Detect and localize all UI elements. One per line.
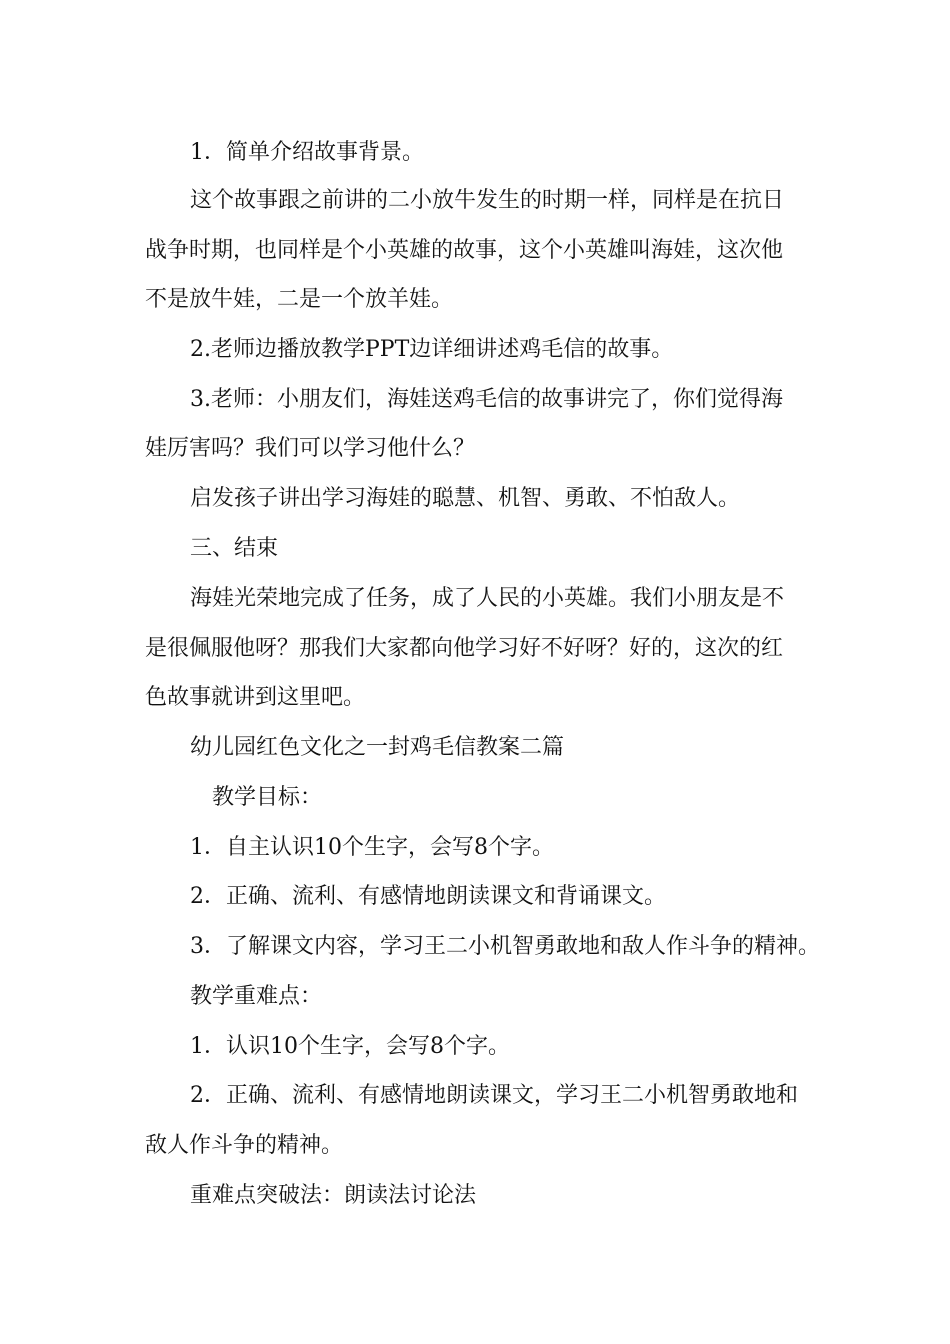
text-line-17: 3．了解课文内容，学习王二小机智勇敢地和敌人作斗争的精神。 xyxy=(190,934,820,959)
text-line-10: 海娃光荣地完成了任务，成了人民的小英雄。我们小朋友是不 xyxy=(190,586,785,611)
text-line-6: 3.老师：小朋友们，海娃送鸡毛信的故事讲完了，你们觉得海 xyxy=(190,387,783,412)
text-line-11: 是很佩服他呀？那我们大家都向他学习好不好呀？好的，这次的红 xyxy=(145,636,784,661)
text-line-8: 启发孩子讲出学习海娃的聪慧、机智、勇敢、不怕敌人。 xyxy=(190,486,741,511)
text-line-12: 色故事就讲到这里吧。 xyxy=(145,685,366,710)
text-line-14: 教学目标： xyxy=(212,785,323,810)
text-line-16: 2．正确、流利、有感情地朗读课文和背诵课文。 xyxy=(190,884,666,909)
text-line-2: 这个故事跟之前讲的二小放牛发生的时期一样，同样是在抗日 xyxy=(190,188,785,213)
text-line-5: 2.老师边播放教学PPT边详细讲述鸡毛信的故事。 xyxy=(190,337,674,362)
text-line-21: 敌人作斗争的精神。 xyxy=(145,1133,344,1158)
text-line-9: 三、结束 xyxy=(190,536,279,561)
text-line-3: 战争时期，也同样是个小英雄的故事，这个小英雄叫海娃，这次他 xyxy=(145,238,784,263)
text-line-18: 教学重难点： xyxy=(190,984,323,1009)
text-line-1: 1．简单介绍故事背景。 xyxy=(190,140,424,165)
text-line-4: 不是放牛娃，二是一个放羊娃。 xyxy=(145,287,454,312)
text-line-20: 2．正确、流利、有感情地朗读课文，学习王二小机智勇敢地和 xyxy=(190,1083,798,1108)
text-line-19: 1．认识10个生字，会写8个字。 xyxy=(190,1034,510,1059)
text-line-7: 娃厉害吗？我们可以学习他什么？ xyxy=(145,436,476,461)
text-line-15: 1．自主认识10个生字，会写8个字。 xyxy=(190,835,554,860)
text-line-22: 重难点突破法：朗读法讨论法 xyxy=(190,1183,477,1208)
text-line-13: 幼儿园红色文化之一封鸡毛信教案二篇 xyxy=(190,735,565,760)
